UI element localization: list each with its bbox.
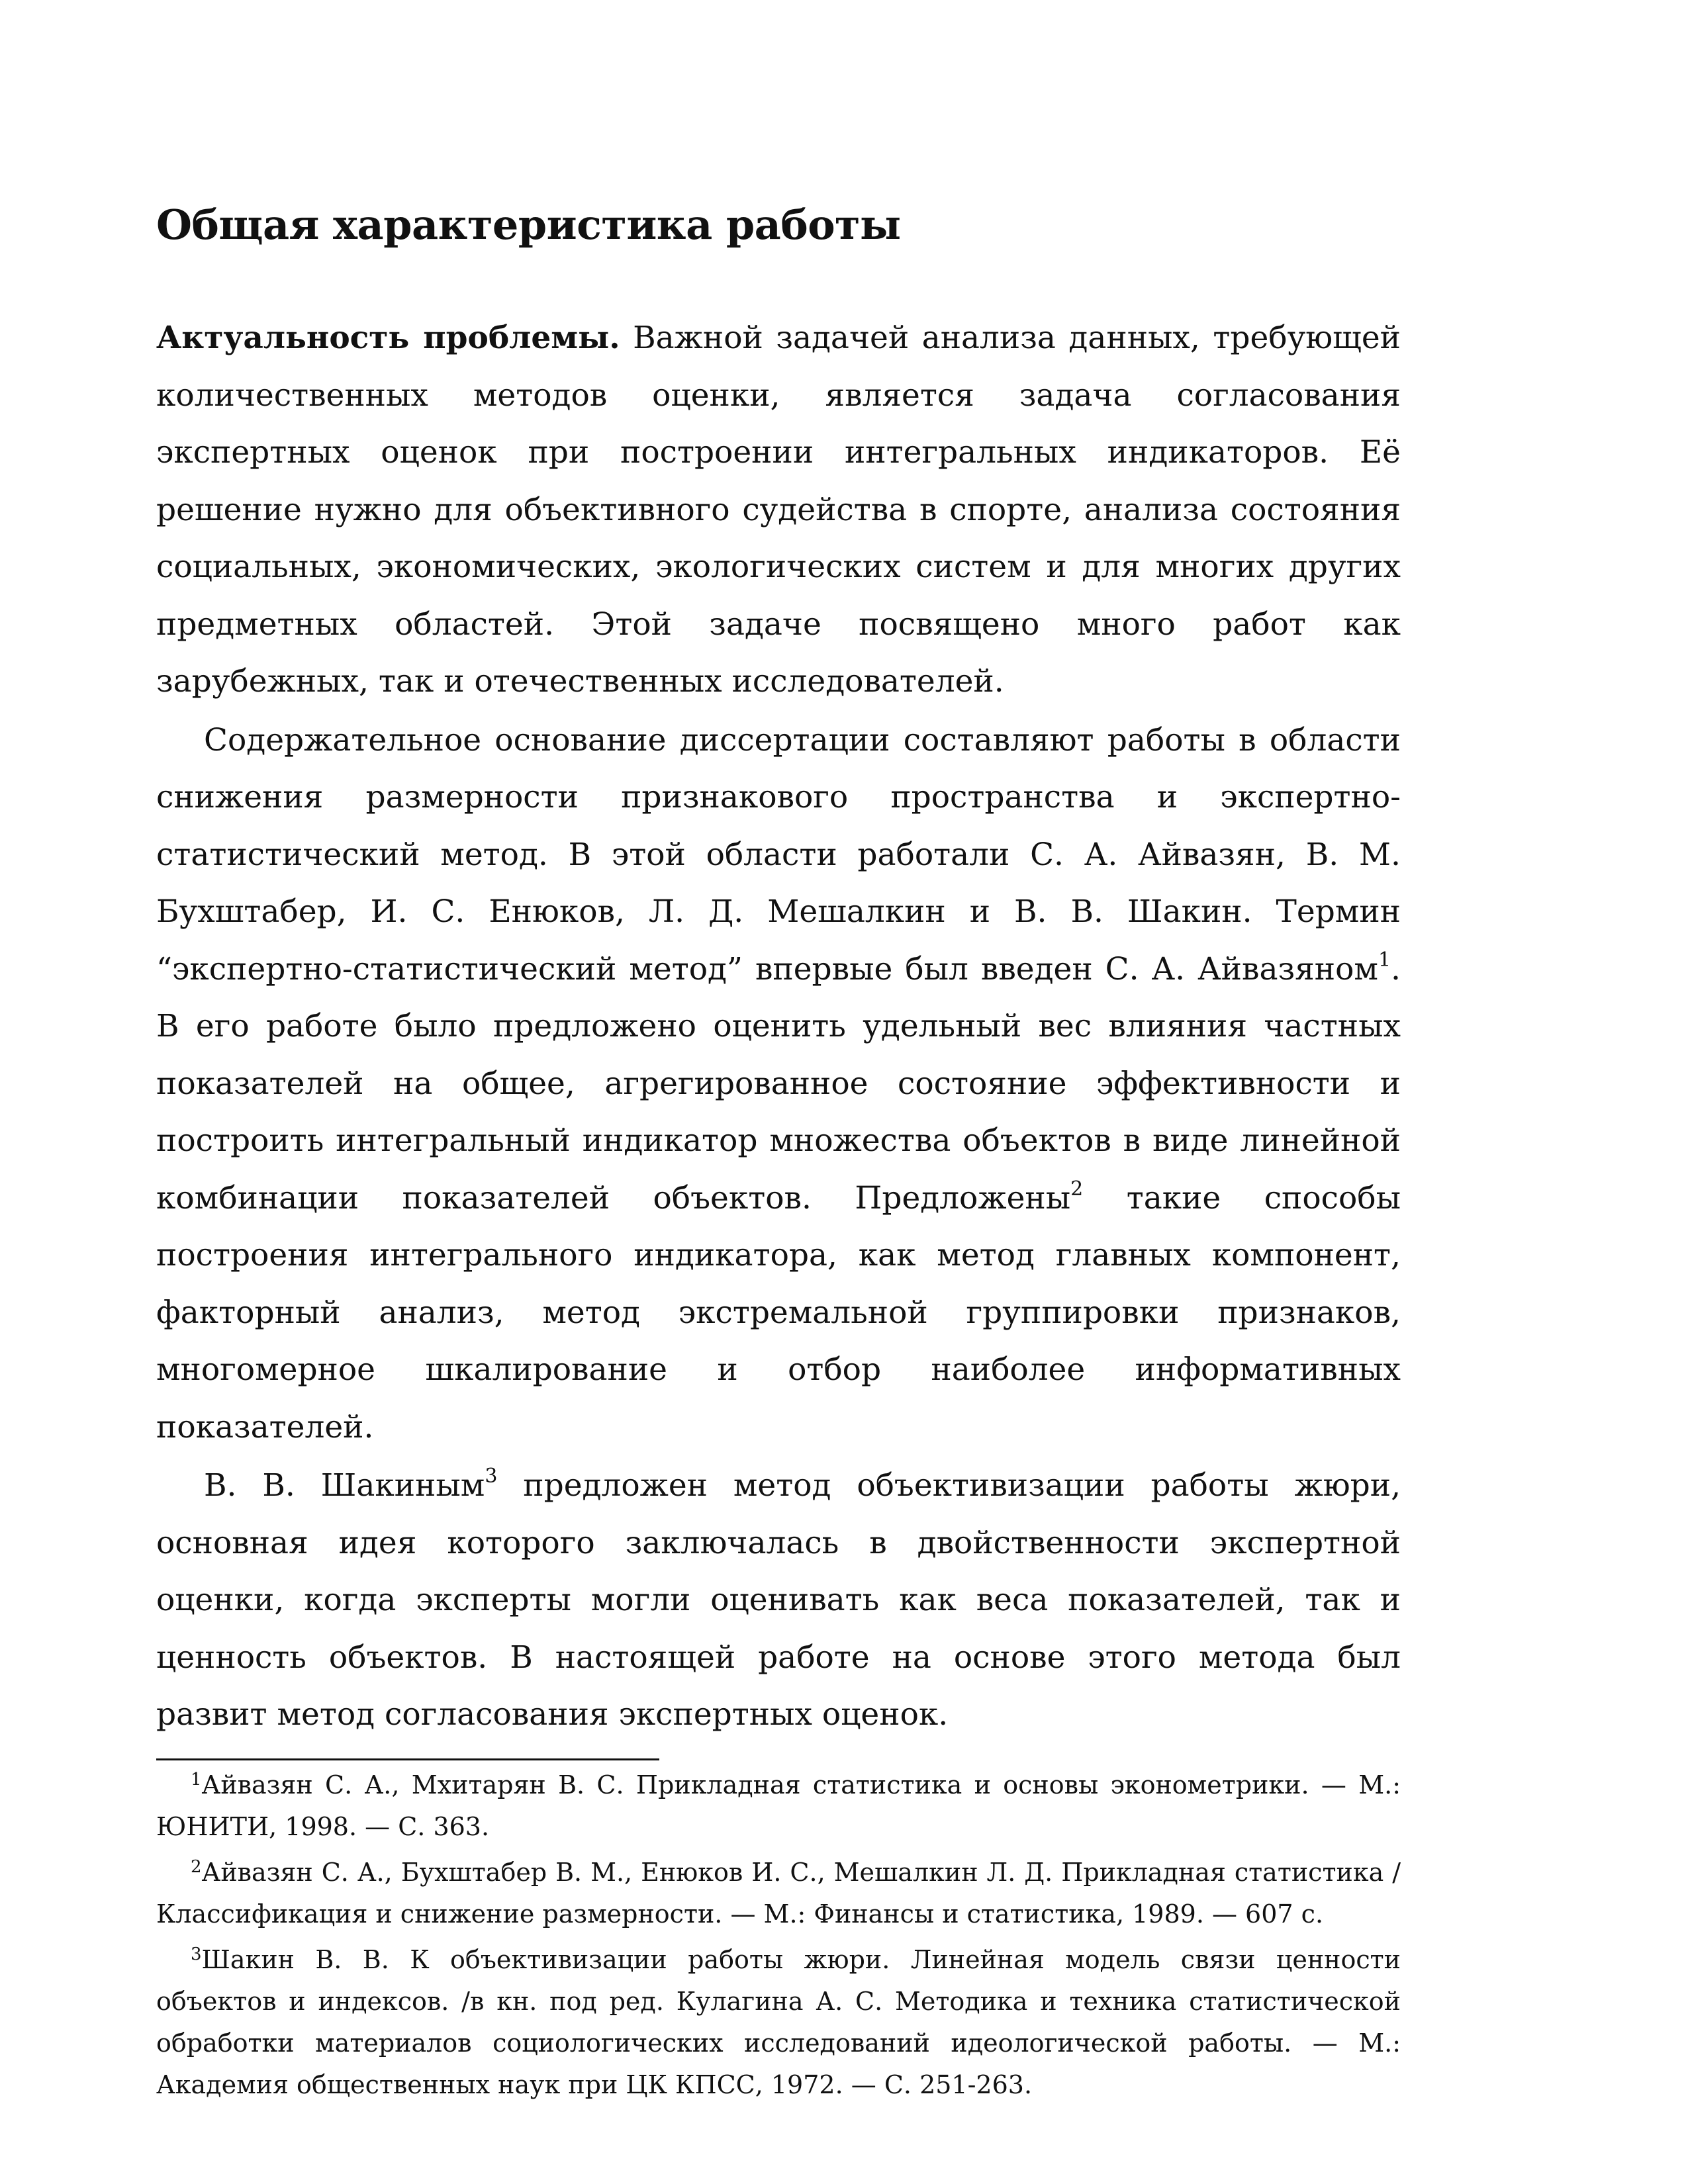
paragraph-shakin-method xyxy=(156,1457,1401,1744)
paragraph-text: Содержательное основание диссертации составляют работы в области снижения размерности признакового пространства и экспертно-статистический метод. В этой области работали С. А. Айвазян, В. М. Бухштабер, И. С. Енюков, Л. Д. Мешалкин и В. В. Шакин. Термин “экспертно-статистический метод” впервые был введен С. А. Айвазяном xyxy=(156,721,1401,987)
paragraph-text: предложен метод объективизации работы жюри, основная идея которого заключалась в двойственности экспертной оценки, когда эксперты могли оценивать как веса показателей, так и ценность объектов. В настоящей работе на основе этого метода был развит метод согласования экспертных оценок. xyxy=(156,1467,1401,1733)
run-in-heading: Актуальность проблемы. xyxy=(156,320,620,356)
footnote-ref-3[interactable]: 3 xyxy=(485,1465,498,1488)
body-text xyxy=(156,310,1401,1744)
footnote-text: Айвазян С. А., Мхитарян В. С. Прикладная статистика и основы эконометрики. — М.: ЮНИТИ, 1998. — С. 363. xyxy=(156,1770,1401,1841)
footnote-mark: 2 xyxy=(191,1856,202,1877)
footnote-text: Айвазян С. А., Бухштабер В. М., Енюков И. С., Мешалкин Л. Д. Прикладная статистика /Классификация и снижение размерности. — М.: Финансы и статистика, 1989. — 607 с. xyxy=(156,1857,1401,1929)
paragraph-text: такие способы построения интегрального индикатора, как метод главных компонент, факторный анализ, метод экстремальной группировки признаков, многомерное шкалирование и отбор наиболее информативных показателей. xyxy=(156,1179,1401,1445)
paragraph-foundation xyxy=(156,712,1401,1457)
document-page xyxy=(156,199,1401,2106)
footnotes xyxy=(156,1764,1401,2106)
footnote-mark: 1 xyxy=(191,1769,202,1790)
footnote-mark: 3 xyxy=(191,1944,202,1964)
footnote-ref-2[interactable]: 2 xyxy=(1070,1177,1084,1201)
footnote-3 xyxy=(156,1939,1401,2106)
footnote-2 xyxy=(156,1852,1401,1935)
section-title: Общая характеристика работы xyxy=(156,201,901,249)
paragraph-text: . В его работе было предложено оценить удельный вес влияния частных показателей на общее, агрегированное состояние эффективности и построить интегральный индикатор множества объектов в виде линейной комбинации показателей объектов. Предложены xyxy=(156,950,1401,1216)
paragraph-text: В. В. Шакиным xyxy=(204,1467,485,1504)
footnote-1 xyxy=(156,1764,1401,1848)
footnote-ref-1[interactable]: 1 xyxy=(1378,948,1391,972)
footnote-divider xyxy=(156,1758,659,1760)
footnote-text: Шакин В. В. К объективизации работы жюри. Линейная модель связи ценности объектов и индексов. /в кн. под ред. Кулагина А. С. Методика и техника статистической обработки материалов социологических исследований идеологической работы. — М.: Академия общественных наук при ЦК КПСС, 1972. — С. 251-263. xyxy=(156,1944,1401,2099)
paragraph-text: Важной задачей анализа данных, требующей количественных методов оценки, является задача согласования экспертных оценок при построении интегральных индикаторов. Её решение нужно для объективного судейства в спорте, анализа состояния социальных, экономических, экологических систем и для многих других предметных областей. Этой задаче посвящено много работ как зарубежных, так и отечественных исследователей. xyxy=(156,320,1401,700)
paragraph-relevance xyxy=(156,310,1401,711)
